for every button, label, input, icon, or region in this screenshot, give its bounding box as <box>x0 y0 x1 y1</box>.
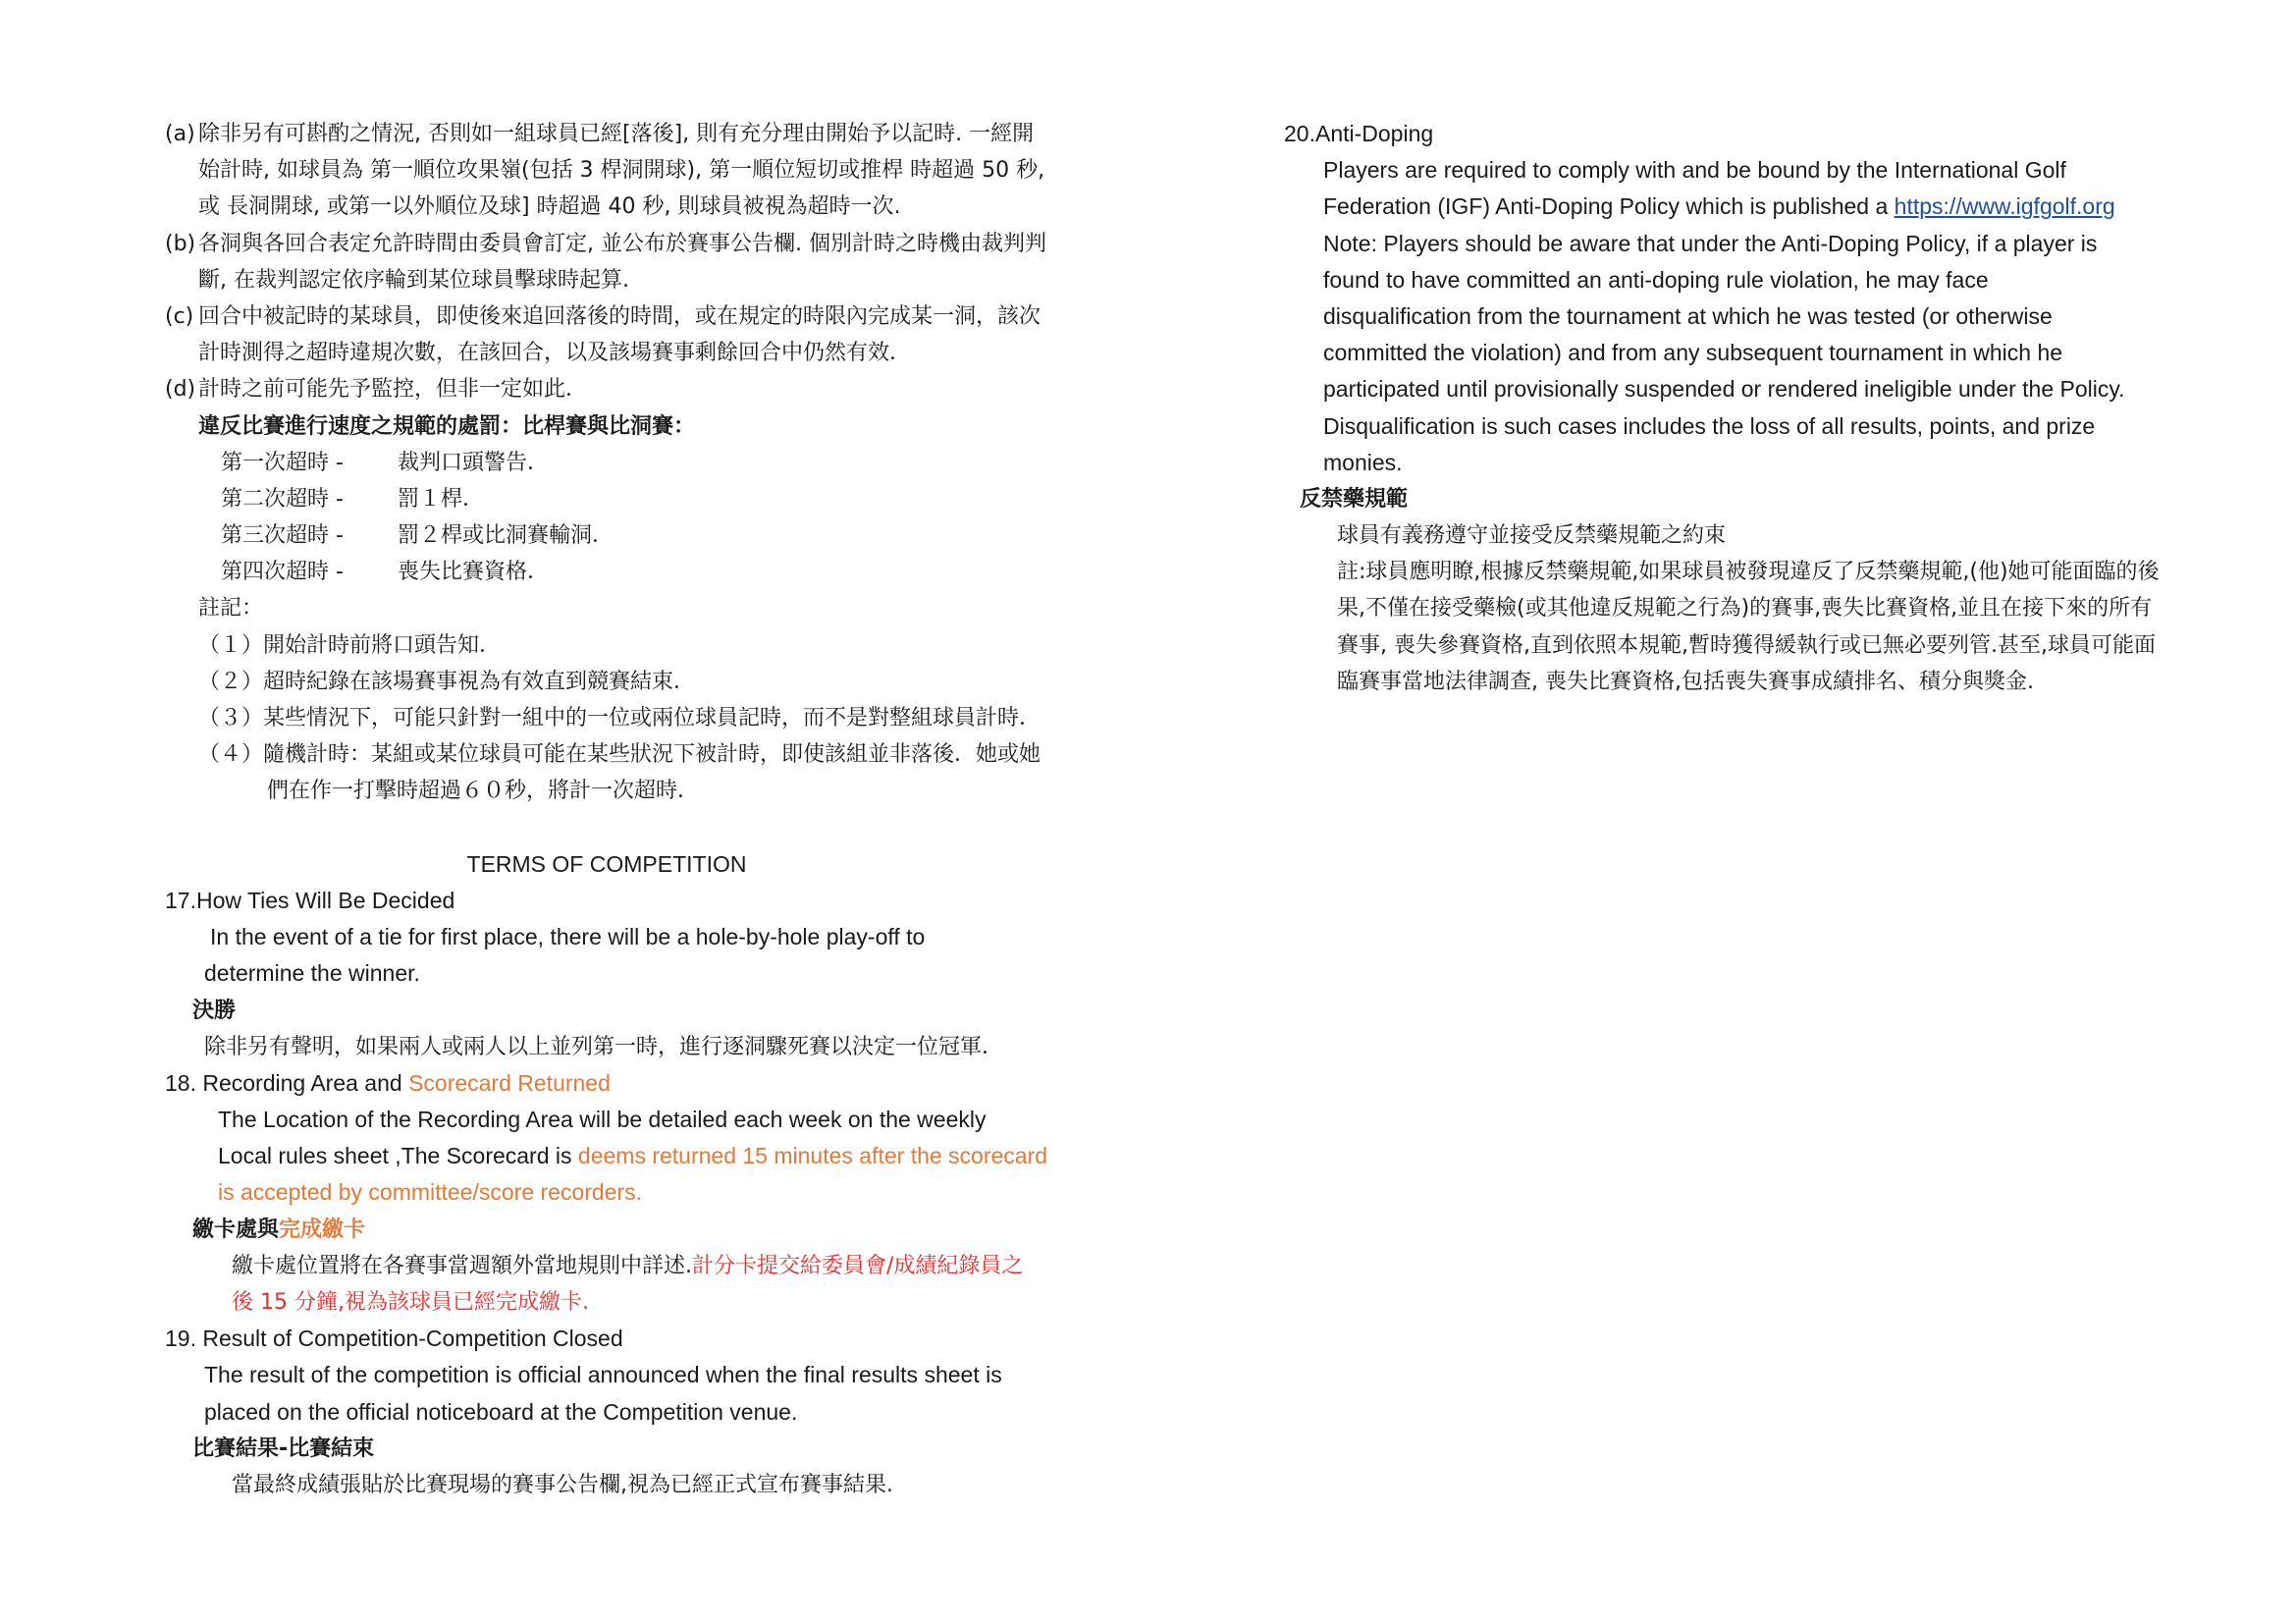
section-19 <box>165 1321 1068 1503</box>
penalty-heading: 違反比賽進行速度之規範的處罰：比桿賽與比洞賽： <box>198 413 696 439</box>
note-item: （２）超時紀錄在該場賽事視為有效直到競賽結束． <box>198 669 696 694</box>
pace-item-line: (d) 計時之前可能先予監控，但非一定如此． <box>165 377 588 403</box>
left-column <box>165 116 1068 1503</box>
penalty-row: 第四次超時 - 喪失比賽資格． <box>221 560 550 585</box>
section-title: 20.Anti-Doping <box>1284 121 1434 146</box>
pace-item-line: (c) 回合中被記時的某球員，即使後來追回落後的時間，或在規定的時限內完成某一洞，該次 <box>165 303 1041 329</box>
penalty-row: 第一次超時 - 裁判口頭警告． <box>221 450 550 475</box>
section-zh-title: 比賽結果-比賽結束 <box>192 1435 375 1461</box>
section-text: disqualification from the tournament at which he was tested (or otherwise <box>1323 302 2053 329</box>
terms-title: TERMS OF COMPETITION <box>466 850 747 877</box>
note-item: （１）開始計時前將口頭告知． <box>198 632 502 658</box>
section-text: Local rules sheet ,The Scorecard is deems returned 15 minutes after the scorecard <box>218 1143 1048 1169</box>
pace-item-line: (a) 除非另有可斟酌之情況, 否則如一組球員已經[落後], 則有充分理由開始予以記時. 一經開 <box>165 122 1035 146</box>
section-text: In the event of a tie for first place, there will be a hole-by-hole play-off to <box>210 924 926 950</box>
notes-list <box>165 627 1068 810</box>
pace-item-line: 或 長洞開球, 或第一以外順位及球] 時超過 40 秒, 則球員被視為超時一次. <box>198 194 901 220</box>
pace-item-line: 計時測得之超時違規次數，在該回合，以及該場賽事剩餘回合中仍然有效． <box>198 341 912 366</box>
pace-item-c <box>165 298 1068 371</box>
section-zh-text: 球員有義務遵守並接受反禁藥規範之約束 <box>1337 523 1727 549</box>
section-zh-title: 決勝 <box>192 998 237 1023</box>
section-20 <box>1284 116 2187 700</box>
section-title: 17.How Ties Will Be Decided <box>165 887 455 913</box>
section-zh-text: 繳卡處位置將在各賽事當週額外當地規則中詳述.計分卡提交給委員會/成績紀錄員之 <box>232 1253 1024 1278</box>
section-text: Federation (IGF) Anti-Doping Policy which is published a https://www.igfgolf.org <box>1323 193 2115 220</box>
section-text: The result of the competition is official announced when the final results sheet is <box>204 1362 1002 1388</box>
section-text: monies. <box>1323 449 1403 475</box>
section-18 <box>165 1065 1068 1321</box>
section-text: found to have committed an anti-doping rule violation, he may face <box>1323 266 1989 293</box>
section-text: participated until provisionally suspended or rendered ineligible under the Policy. <box>1323 376 2125 403</box>
note-item: （３）某些情況下，可能只針對一組中的一位或兩位球員記時，而不是對整組球員計時． <box>198 706 1041 731</box>
penalty-list <box>165 445 1068 591</box>
section-zh-title: 反禁藥規範 <box>1300 486 1409 512</box>
section-text: is accepted by committee/score recorders. <box>218 1179 643 1206</box>
section-zh-text: 果,不僅在接受藥檢(或其他違反規範之行為)的賽事,喪失比賽資格,並且在接下來的所有 <box>1337 596 2153 622</box>
section-17 <box>165 883 1068 1065</box>
pace-item-b <box>165 226 1068 298</box>
section-zh-text: 臨賽事當地法律調查, 喪失比賽資格,包括喪失賽事成績排名、積分與獎金. <box>1337 669 2034 694</box>
igf-link[interactable]: https://www.igfgolf.org <box>1894 193 2115 220</box>
section-title: 18. Recording Area and Scorecard Returned <box>165 1069 611 1096</box>
section-text: determine the winner. <box>204 960 420 987</box>
section-text: The Location of the Recording Area will be detailed each week on the weekly <box>218 1107 987 1133</box>
note-item: （４）隨機計時：某組或某位球員可能在某些狀況下被計時，即使該組並非落後．她或她 <box>198 742 1041 768</box>
section-zh-text: 除非另有聲明，如果兩人或兩人以上並列第一時，進行逐洞驟死賽以決定一位冠軍． <box>204 1034 1004 1059</box>
note-item-continued: 們在作一打擊時超過６０秒，將計一次超時． <box>267 779 700 804</box>
section-zh-text: 註:球員應明瞭,根據反禁藥規範,如果球員被發現違反了反禁藥規範,(他)她可能面臨的後 <box>1337 560 2160 585</box>
section-zh-text: 賽事, 喪失參賽資格,直到依照本規範,暫時獲得緩執行或已無必要列管.甚至,球員可能面 <box>1337 632 2156 658</box>
penalty-row: 第三次超時 - 罰２桿或比洞賽輸洞． <box>221 523 614 549</box>
section-text: Disqualification is such cases includes the loss of all results, points, and prize <box>1323 412 2096 439</box>
section-title: 19. Result of Competition-Competition Closed <box>165 1326 623 1352</box>
section-text: placed on the official noticeboard at the Competition venue. <box>204 1398 798 1425</box>
pace-item-line: 斷, 在裁判認定依序輪到某位球員擊球時起算. <box>198 267 629 293</box>
pace-item-a <box>165 116 1068 226</box>
pace-item-d <box>165 371 1068 407</box>
pace-item-line: 始計時, 如球員為 第一順位攻果嶺(包括 3 桿洞開球), 第一順位短切或推桿 時超過 50 秒, <box>198 158 1045 184</box>
penalty-row: 第二次超時 - 罰１桿． <box>221 486 485 512</box>
section-text: Note: Players should be aware that under the Anti-Doping Policy, if a player is <box>1323 230 2098 256</box>
section-zh-text: 當最終成績張貼於比賽現場的賽事公告欄,視為已經正式宣布賽事結果. <box>232 1472 893 1497</box>
section-text: Players are required to comply with and be bound by the International Golf <box>1323 157 2066 184</box>
section-zh-text: 後 15 分鐘,視為該球員已經完成繳卡. <box>232 1290 589 1315</box>
notes-label: 註記： <box>198 596 264 622</box>
right-column <box>1284 116 2187 700</box>
section-text: committed the violation) and from any subsequent tournament in which he <box>1323 340 2063 366</box>
pace-item-line: (b) 各洞與各回合表定允許時間由委員會訂定, 並公布於賽事公告欄. 個別計時之時機由裁判判 <box>165 231 1046 256</box>
section-zh-title: 繳卡處與完成繳卡 <box>192 1217 366 1242</box>
